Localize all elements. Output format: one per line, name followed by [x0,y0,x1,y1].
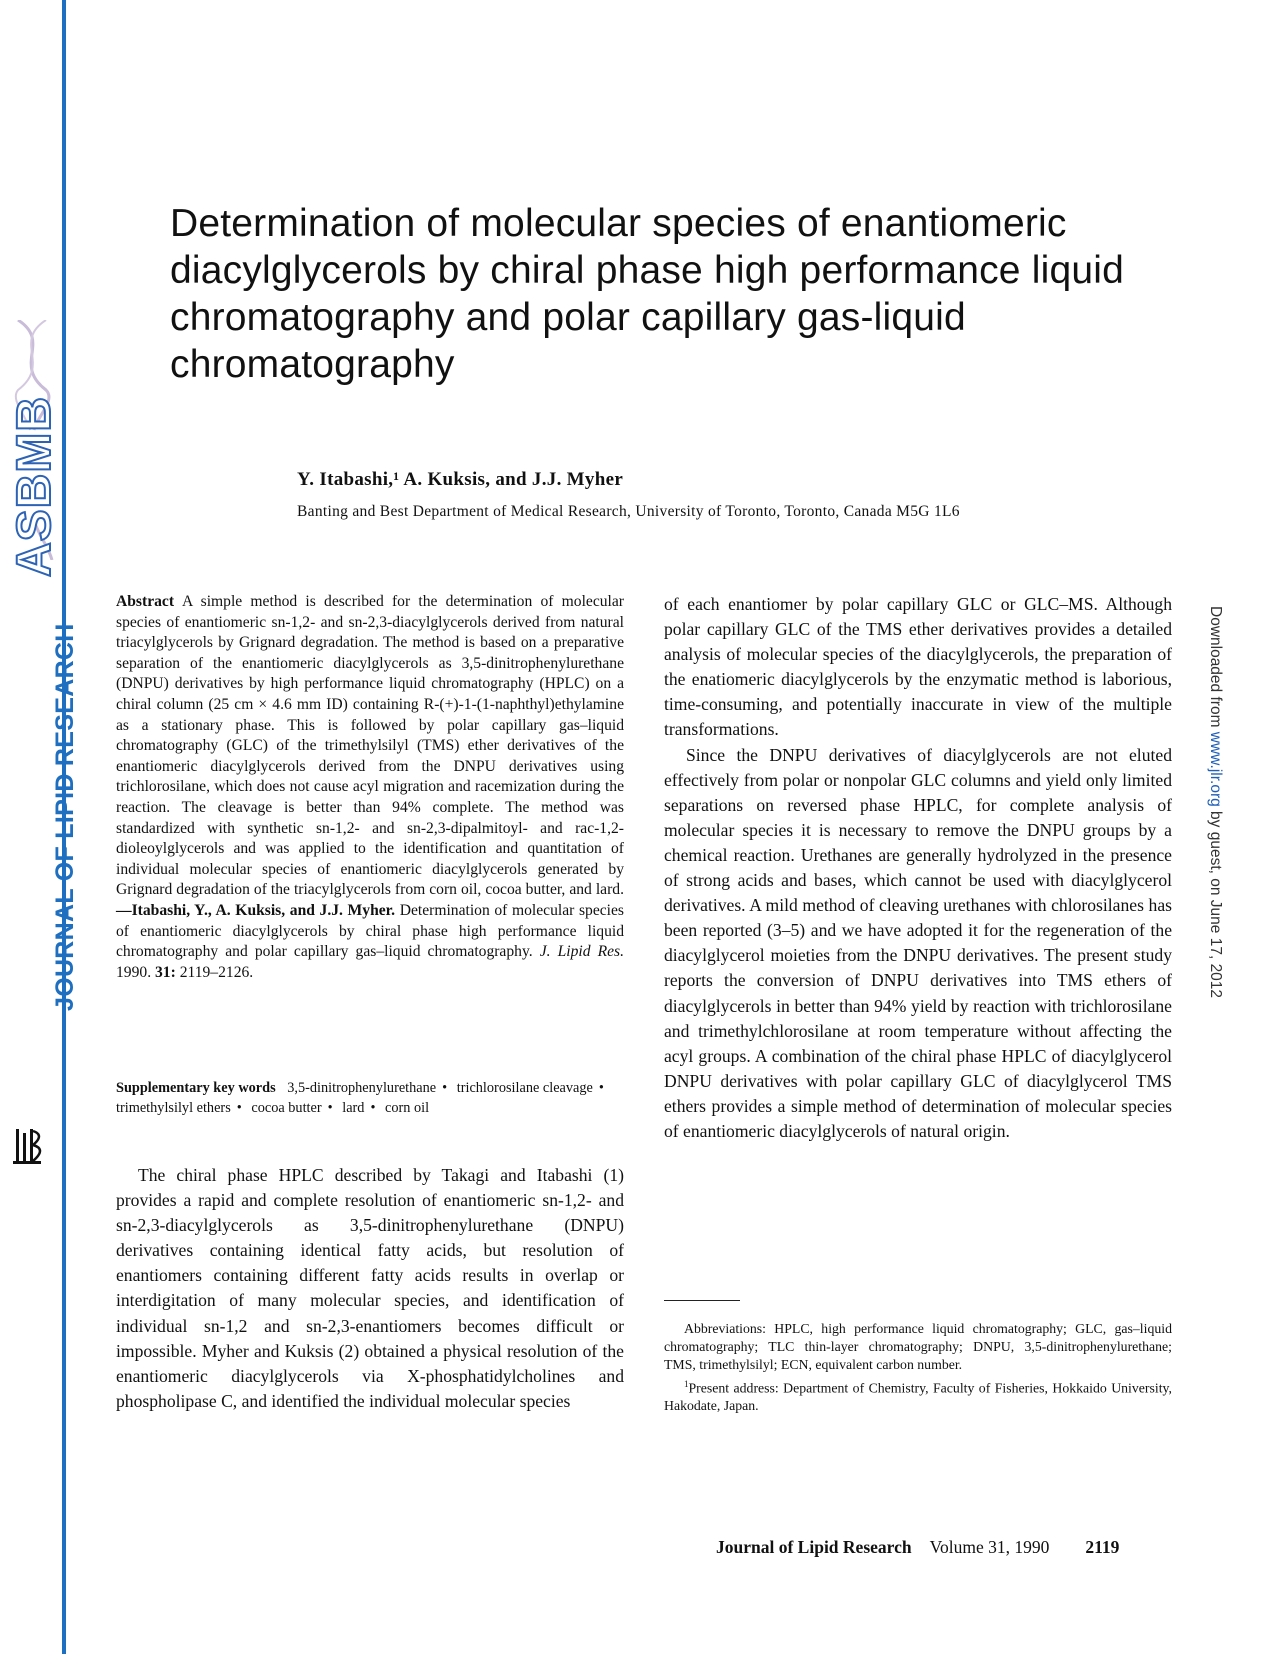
footnote-marker: 1 [684,1378,689,1389]
article-title: Determination of molecular species of enantiomeric diacylglycerols by chiral phase high performance liquid chromatography and polar capillary gas-liquid chromatography [170,202,1124,386]
citation-journal: J. Lipid Res. [539,943,624,961]
keyword-item: lard [342,1100,365,1116]
body-paragraph: of each enantiomer by polar capillary GLC or GLC–MS. Although polar capillary GLC of the TMS ether derivatives provides a detailed analysis of molecular species of the diacylglycerols, the preparation of the enatiomeric diacylglycerols by the enzymatic method is laborious, time-consuming, and potentially inaccurate in view of the multiple transformations. [664,594,1172,740]
download-notice [1204,606,1226,999]
jlr-site-link[interactable]: www.jlr.org [1207,731,1224,807]
abstract-label: Abstract [116,593,175,610]
abbreviations-footnote: Abbreviations: HPLC, high performance liquid chromatography; GLC, gas–liquid chromatography; TLC thin-layer chromatography; DNPU, 3,5-dinitrophenylurethane; TMS, trimethylsilyl; ECN, equivalent carbon number. [664,1321,1172,1373]
footnotes [664,1320,1172,1416]
citation-text: Determination of molecular species of enantiomeric diacylglycerols by chiral phase high performance liquid chromatography and polar capillary gas–liquid chromatography. [116,901,624,961]
address-footnote [664,1375,1172,1416]
keyword-item: 3,5-dinitrophenylurethane [287,1080,437,1096]
abstract [116,592,624,983]
page-number: 2119 [1085,1537,1120,1557]
footer-volume: Volume 31, 1990 [929,1537,1050,1557]
body-paragraph: Since the DNPU derivatives of diacylglycerols are not eluted effectively from polar or nonpolar GLC columns and yield only limited separations on reversed phase HPLC, for complete analysis of molecular species it is necessary to remove the DNPU groups by a chemical reaction. Urethanes are generally hydrolyzed in the presence of strong acids and bases, which cannot be used with diacylglycerol derivatives. A mild method of cleaving urethanes with chlorosilanes has been reported (3–5) and we have adopted it for the regeneration of the diacylglycerol moieties from the DNPU derivatives. The present study reports the conversion of DNPU derivatives into TMS ethers of diacylglycerols in better than 94% yield by reaction with trichlorosilane and trimethylchlorosilane at room temperature without affecting the acyl groups. A combination of the chiral phase HPLC of diacylglycerol DNPU derivatives with polar capillary GLC of diacylglycerol TMS ethers provides a simple method of determination of molecular species of enantiomeric diacylglycerols of natural origin. [664,744,1172,1141]
download-suffix: by guest, on June 17, 2012 [1207,806,1224,999]
footnote-divider [664,1300,740,1301]
keyword-item: trimethylsilyl ethers [116,1100,231,1116]
citation-year: 1990. [116,963,152,981]
author-list: Y. Itabashi,¹ A. Kuksis, and J.J. Myher [297,469,624,490]
keyword-item: trichlorosilane cleavage [456,1080,593,1096]
asbmb-logo [8,320,61,577]
keyword-item: corn oil [385,1100,430,1116]
jlr-monogram-icon [10,1125,52,1167]
journal-name-vertical: JOURNAL OF LIPID RESEARCH [51,623,79,1011]
citation-authors: —Itabashi, Y., A. Kuksis, and J.J. Myher. [116,901,396,919]
page-footer [716,1537,1119,1558]
citation-pages: 2119–2126. [179,963,254,981]
asbmb-logo-text: ASBMB [8,396,61,577]
footer-journal: Journal of Lipid Research [716,1537,912,1557]
supplementary-keywords: Supplementary key words 3,5-dinitrophenylurethane • trichlorosilane cleavage • trimethylsilyl ethers • cocoa butter • lard • corn oil [116,1080,604,1116]
download-prefix: Downloaded from [1207,606,1224,732]
author-affiliation: Banting and Best Department of Medical Research, University of Toronto, Toronto, Canada M5G 1L6 [297,503,960,520]
keyword-item: cocoa butter [251,1100,322,1116]
citation-volume: 31: [155,963,176,981]
abstract-body: A simple method is described for the determination of molecular species of enantiomeric sn-1,2- and sn-2,3-diacylglycerols derived from natural triacylglycerols by Grignard degradation. The method is based on a preparative separation of the enantiomeric diacylglycerols as 3,5-dinitrophenylurethane (DNPU) derivatives by high performance liquid chromatography (HPLC) on a chiral column (25 cm × 4.6 mm ID) containing R-(+)-1-(1-naphthyl)ethylamine as a stationary phase. This is followed by polar capillary gas–liquid chromatography (GLC) of the trimethylsilyl (TMS) ether derivatives of the enantiomeric diacylglycerols derived from the DNPU derivatives using trichlorosilane, which does not cause acyl migration and racemization during the reaction. The cleavage is better than 94% complete. The method was standardized with synthetic sn-1,2- and sn-2,3-dipalmitoyl- and rac-1,2-dioleoylglycerols and was applied to the identification and quantitation of individual molecular species of enantiomeric diacylglycerols generated by Grignard degradation of the triacylglycerols from corn oil, cocoa butter, and lard. [116,593,624,899]
keywords-label: Supplementary key words [116,1080,276,1096]
introduction-paragraph-left: The chiral phase HPLC described by Takagi and Itabashi (1) provides a rapid and complete resolution of enantiomeric sn-1,2- and sn-2,3-diacylglycerols as 3,5-dinitrophenylurethane (DNPU) derivatives containing identical fatty acids, but resolution of enantiomers containing different fatty acids results in overlap or interdigitation of many molecular species, and identification of individual sn-1,2 and sn-2,3-enantiomers becomes difficult or impossible. Myher and Kuksis (2) obtained a physical resolution of the enantiomeric diacylglycerols via X-phosphatidylcholines and phospholipase C, and identified the individual molecular species [116,1165,624,1411]
address-text: Present address: Department of Chemistry, Faculty of Fisheries, Hokkaido University, Hakodate, Japan. [664,1380,1172,1414]
right-column-text [664,592,1172,1144]
